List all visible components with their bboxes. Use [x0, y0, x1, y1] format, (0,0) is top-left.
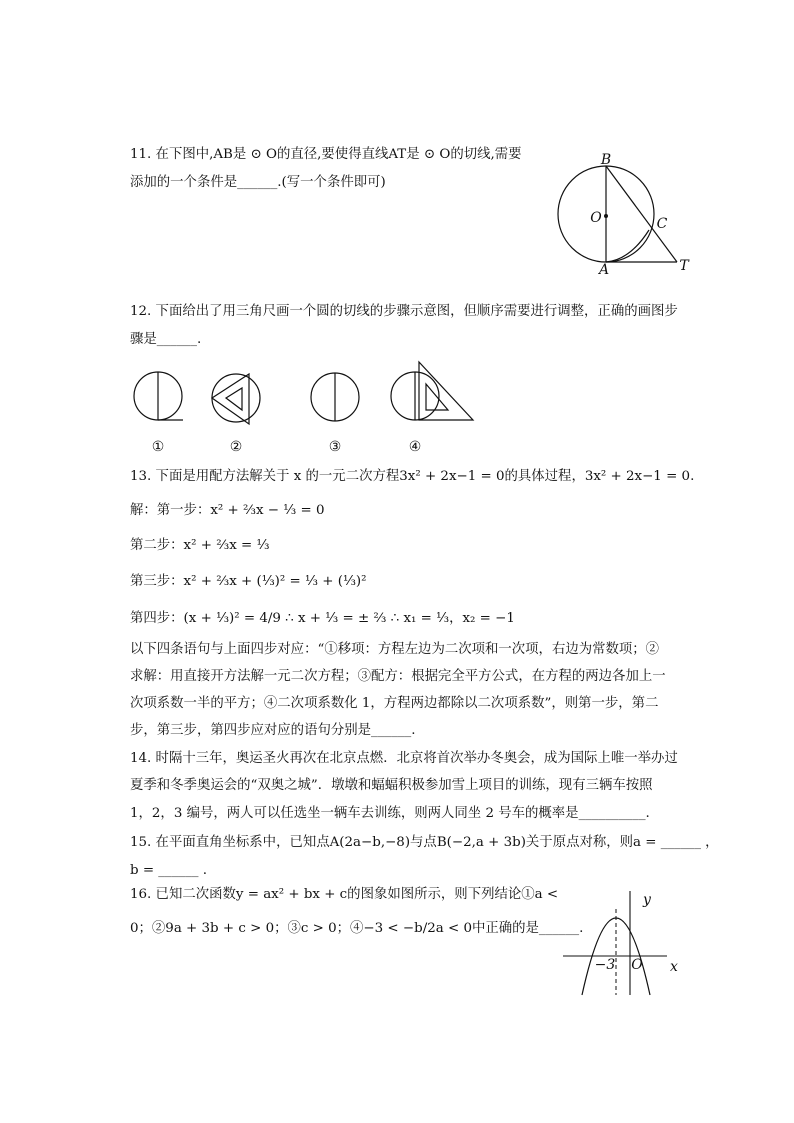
q11-line1: 11. 在下图中,AB是 ⊙ O的直径,要使得直线AT是 ⊙ O的切线,需要 [130, 147, 522, 162]
q11-line2: 添加的一个条件是______.(写一个条件即可) [130, 175, 386, 190]
q14-line2: 夏季和冬季奥运会的“双奥之城”．墩墩和蝠蝠积极参加雪上项目的训练，现有三辆车按照 [130, 778, 653, 793]
label-b: B [600, 152, 612, 168]
q16-parabola-graph [555, 885, 695, 1000]
q12-line1: 12. 下面给出了用三角尺画一个圆的切线的步骤示意图，但顺序需要进行调整，正确的画图步 [130, 304, 678, 319]
graph-y-label: y [643, 892, 651, 908]
q13-text2: 求解：用直接开方法解一元二次方程；③配方：根据完全平方公式，在方程的两边各加上一 [130, 669, 666, 684]
step2-label: ② [229, 439, 243, 455]
q15-line2: b = ______ . [130, 863, 207, 878]
step3-drawing [311, 373, 359, 421]
label-c: C [656, 216, 668, 232]
q16-line2: 0；②9a + 3b + c > 0；③c > 0；④−3 < −b/2a < 0中正确的是______. [130, 921, 584, 936]
q15-line1: 15. 在平面直角坐标系中，已知点A(2a−b,−8)与点B(−2,a + 3b)关于原点对称，则a = ______ ， [130, 835, 719, 850]
q13-text4: 步，第三步，第四步应对应的语句分别是______. [130, 723, 416, 738]
q13-step3: 第三步：x² + ⅔x + (⅓)² = ⅓ + (⅓)² [130, 574, 367, 589]
q13-text1: 以下四条语句与上面四步对应：“①移项：方程左边为二次项和一次项，右边为常数项；② [130, 642, 660, 657]
q14-line3: 1，2，3 编号，两人可以任选坐一辆车去训练，则两人同坐 2 号车的概率是__________. [130, 806, 650, 821]
step4-drawing [391, 362, 473, 420]
line-bt [606, 166, 677, 262]
step3-label: ③ [328, 439, 342, 455]
q13-text3: 次项系数一半的平方；④二次项系数化 1，方程两边都除以二次项系数”，则第一步，第二 [130, 696, 659, 711]
graph-tick-label: −3 [594, 957, 616, 973]
step4-label: ④ [408, 439, 422, 455]
label-t: T [679, 258, 689, 274]
q12-steps-figure [125, 360, 485, 430]
q13-step1: 解：第一步：x² + ⅔x − ⅓ = 0 [130, 503, 325, 518]
q16-line1: 16. 已知二次函数y = ax² + bx + c的图象如图所示，则下列结论①a < [130, 887, 559, 902]
q13-step2: 第二步：x² + ⅔x = ⅓ [130, 538, 270, 553]
q13-line1: 13. 下面是用配方法解关于 x 的一元二次方程3x² + 2x−1 = 0的具体过程，3x² + 2x−1 = 0. [130, 469, 695, 484]
q13-step4: 第四步：(x + ⅓)² = 4/9 ∴ x + ⅓ = ± ⅔ ∴ x₁ = ⅓，x₂ = −1 [130, 611, 515, 626]
step1-label: ① [151, 439, 165, 455]
graph-origin-label: O [631, 957, 643, 973]
label-a: A [598, 262, 610, 278]
graph-x-label: x [670, 959, 678, 975]
q14-line1: 14. 时隔十三年，奥运圣火再次在北京点燃．北京将首次举办冬奥会，成为国际上唯一举办过 [130, 751, 678, 766]
step2-drawing [212, 374, 260, 424]
q12-line2: 骤是______. [130, 332, 202, 347]
label-o: O [590, 210, 602, 226]
step1-drawing [134, 372, 183, 420]
